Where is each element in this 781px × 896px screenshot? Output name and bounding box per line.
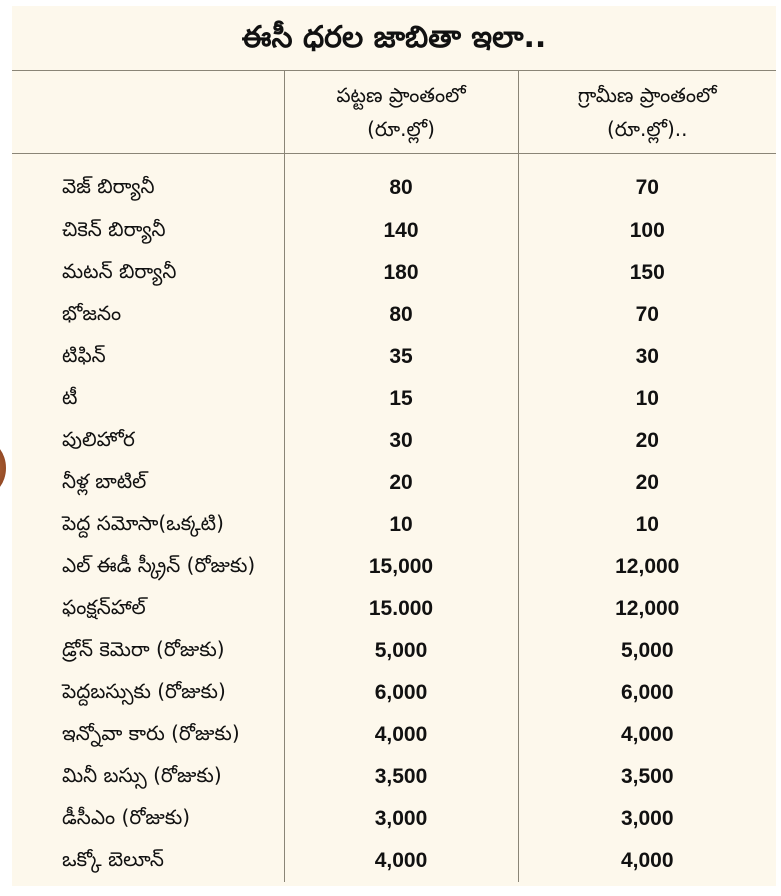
rural-price: 20 xyxy=(518,462,776,504)
price-table xyxy=(12,71,776,882)
page-title: ఈసీ ధరల జాబితా ఇలా.. xyxy=(12,6,776,71)
rural-price: 5,000 xyxy=(518,630,776,672)
table-row xyxy=(12,840,776,882)
rural-price: 20 xyxy=(518,420,776,462)
decorative-edge-shape xyxy=(0,440,6,496)
rural-price: 12,000 xyxy=(518,546,776,588)
urban-price: 4,000 xyxy=(284,714,518,756)
table-row xyxy=(12,756,776,798)
rural-price: 4,000 xyxy=(518,840,776,882)
table-row xyxy=(12,154,776,211)
urban-price: 15.000 xyxy=(284,588,518,630)
item-name: మటన్ బిర్యానీ xyxy=(62,258,177,283)
rural-price: 3,000 xyxy=(518,798,776,840)
item-name: డ్రోన్ కెమెరా (రోజుకు) xyxy=(62,636,225,661)
urban-price: 4,000 xyxy=(284,840,518,882)
header-rural-line1: గ్రామీణ ప్రాంతంలో xyxy=(577,83,717,107)
item-name: చికెన్ బిర్యానీ xyxy=(62,216,166,241)
urban-price: 3,000 xyxy=(284,798,518,840)
table-row xyxy=(12,294,776,336)
rural-price: 150 xyxy=(518,252,776,294)
table-row xyxy=(12,378,776,420)
item-name: భోజనం xyxy=(62,300,122,325)
table-row xyxy=(12,504,776,546)
rural-price: 100 xyxy=(518,210,776,252)
urban-price: 80 xyxy=(284,294,518,336)
item-name: టీ xyxy=(62,384,78,409)
urban-price: 15,000 xyxy=(284,546,518,588)
rural-price: 4,000 xyxy=(518,714,776,756)
urban-price: 180 xyxy=(284,252,518,294)
item-name: నీళ్ల బాటిల్ xyxy=(62,468,147,493)
table-row xyxy=(12,210,776,252)
table-row xyxy=(12,588,776,630)
item-name: ఇన్నోవా కారు (రోజుకు) xyxy=(62,720,240,745)
item-name: పెద్ద సమోసా(ఒక్కటి) xyxy=(62,510,224,535)
urban-price: 15 xyxy=(284,378,518,420)
urban-price: 10 xyxy=(284,504,518,546)
header-urban-line2: (రూ.ల్లో) xyxy=(367,117,435,141)
table-row xyxy=(12,672,776,714)
item-name: డీసీఎం (రోజుకు) xyxy=(62,804,191,829)
item-name: మినీ బస్సు (రోజుకు) xyxy=(62,762,222,787)
item-name: టిఫిన్ xyxy=(62,342,106,367)
urban-price: 80 xyxy=(284,154,518,211)
urban-price: 35 xyxy=(284,336,518,378)
header-rural xyxy=(518,71,776,154)
price-list-card xyxy=(12,6,776,886)
rural-price: 3,500 xyxy=(518,756,776,798)
rural-price: 70 xyxy=(518,154,776,211)
header-urban xyxy=(284,71,518,154)
item-name: ఫంక్షన్‌హాల్ xyxy=(62,594,146,619)
item-name: వెజ్ బిర్యానీ xyxy=(62,173,155,198)
urban-price: 5,000 xyxy=(284,630,518,672)
rural-price: 10 xyxy=(518,504,776,546)
rural-price: 12,000 xyxy=(518,588,776,630)
urban-price: 20 xyxy=(284,462,518,504)
table-row xyxy=(12,714,776,756)
table-row xyxy=(12,546,776,588)
table-row xyxy=(12,420,776,462)
table-row xyxy=(12,798,776,840)
rural-price: 6,000 xyxy=(518,672,776,714)
table-header-row xyxy=(12,71,776,154)
table-row xyxy=(12,462,776,504)
header-rural-line2: (రూ.ల్లో).. xyxy=(607,117,688,141)
table-row xyxy=(12,630,776,672)
item-name: ఒక్కో బెలూన్ xyxy=(62,846,164,871)
urban-price: 140 xyxy=(284,210,518,252)
rural-price: 70 xyxy=(518,294,776,336)
rural-price: 30 xyxy=(518,336,776,378)
urban-price: 6,000 xyxy=(284,672,518,714)
urban-price: 30 xyxy=(284,420,518,462)
rural-price: 10 xyxy=(518,378,776,420)
header-item xyxy=(12,71,284,154)
urban-price: 3,500 xyxy=(284,756,518,798)
table-row xyxy=(12,336,776,378)
item-name: పెద్దబస్సుకు (రోజుకు) xyxy=(62,678,226,703)
header-urban-line1: పట్టణ ప్రాంతంలో xyxy=(336,83,466,107)
item-name: ఎల్ ఈడీ స్క్రీన్ (రోజుకు) xyxy=(62,552,256,577)
item-name: పులిహోర xyxy=(62,426,135,451)
table-row xyxy=(12,252,776,294)
